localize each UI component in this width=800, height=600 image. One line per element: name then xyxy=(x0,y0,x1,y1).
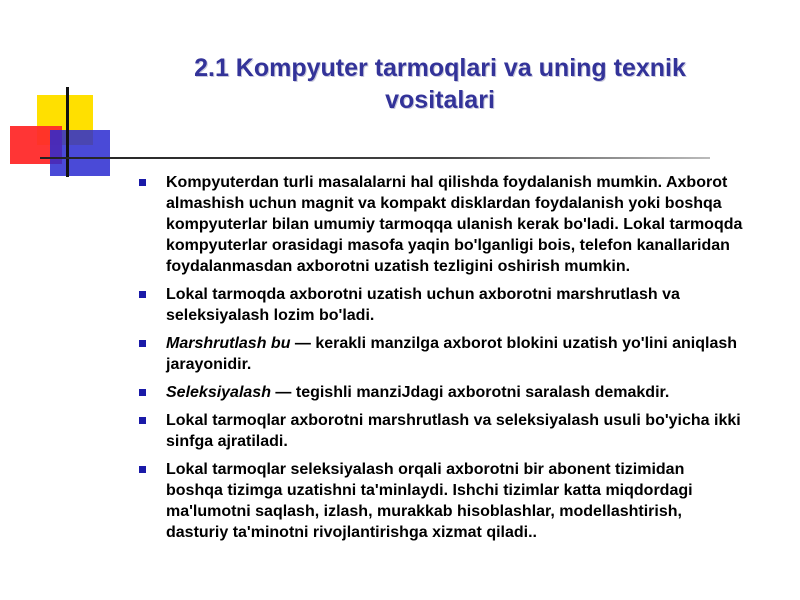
term-marshrutlash: Marshrutlash bu xyxy=(166,335,291,352)
bullet-item xyxy=(135,172,745,277)
square-bullet-icon xyxy=(139,389,146,396)
bullet-text xyxy=(166,382,669,403)
bullet-item xyxy=(135,410,745,452)
slide-title-line-1: 2.1 Kompyuter tarmoqlari va uning texnik xyxy=(194,54,686,82)
title-divider-line xyxy=(40,157,710,159)
square-bullet-icon xyxy=(139,417,146,424)
bullet-text: Lokal tarmoqlar axborotni marshrutlash va seleksiyalash usuli bo'yicha ikki sinfga ajratiladi. xyxy=(166,412,741,450)
square-bullet-icon xyxy=(139,291,146,298)
square-bullet-icon xyxy=(139,466,146,473)
term-seleksiyalash: Seleksiyalash xyxy=(166,384,271,401)
bullet-item xyxy=(135,459,745,543)
bullet-text: Kompyuterdan turli masalalarni hal qilishda foydalanish mumkin. Axborot almashish uchun magnit va kompakt disklardan foydalanish yoki boshqa kompyuterlar bilan umumiy tarmoqqa ulanish kerak bo'ladi. Lokal tarmoqda kompyuterlar orasidagi masofa yaqin bo'lganligi bois, telefon kanallaridan foydalanmasdan axborotni uzatish tezligini oshirish mumkin. xyxy=(166,174,743,275)
slide-title xyxy=(140,52,740,116)
square-bullet-icon xyxy=(139,179,146,186)
definition-text: — tegishli manziJdagi axborotni saralash demakdir. xyxy=(270,384,670,401)
decor-vertical-line xyxy=(66,87,69,177)
bullet-list xyxy=(135,172,745,550)
definition-text: — kerakli manzilga axborot blokini uzatish yo'lini aniqlash jarayonidir. xyxy=(166,335,738,373)
square-bullet-icon xyxy=(139,340,146,347)
bullet-item xyxy=(135,333,745,375)
bullet-item xyxy=(135,284,745,326)
bullet-item xyxy=(135,382,745,403)
slide-title-line-2: vositalari xyxy=(385,86,495,114)
decor-blue-square xyxy=(50,130,110,176)
bullet-text: Lokal tarmoqlar seleksiyalash orqali axborotni bir abonent tizimidan boshqa tizimga uzatishni ta'minlaydi. Ishchi tizimlar katta miqdordagi ma'lumotni saqlash, izlash, murakkab hisoblashlar, modellashtirish, dasturiy ta'minotni rivojlantirishga xizmat qiladi.. xyxy=(166,461,693,541)
bullet-text: Lokal tarmoqda axborotni uzatish uchun axborotni marshrutlash va seleksiyalash lozim bo'ladi. xyxy=(166,286,680,324)
bullet-text xyxy=(166,333,745,375)
